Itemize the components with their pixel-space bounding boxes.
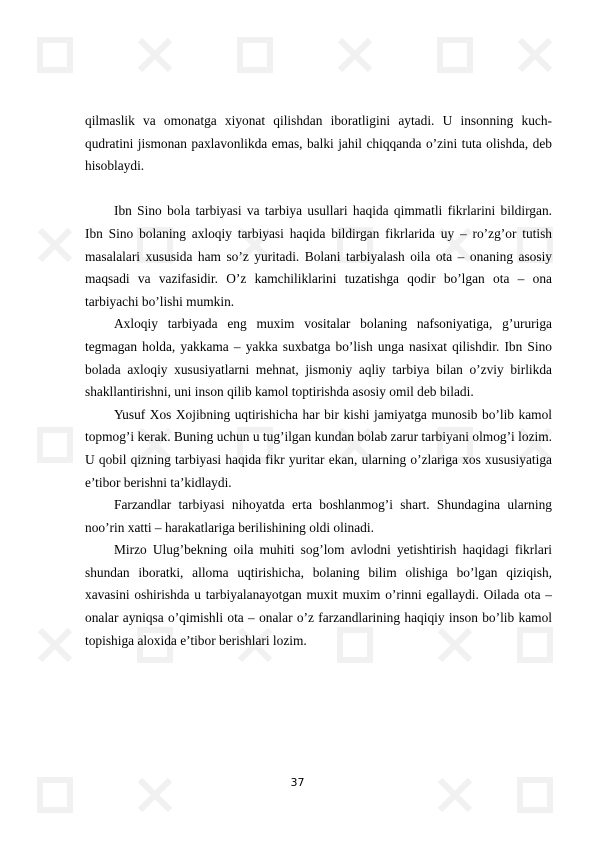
paragraph: Farzandlar tarbiyasi nihoyatda erta boshlanmog’i shart. Shundagina ularning noo’rin xatti – harakatlariga berilishining oldi olinadi. [85,497,552,535]
body-text [85,110,552,652]
paragraph: Mirzo Ulug’bekning oila muhiti sog’lom avlodni yetishtirish haqidagi fikrlari shundan iboratki, alloma uqtirishicha, bolaning bilim olishiga bo’lgan qiziqish, xavasini oshirishda u tarbiyalanayotgan muxit muxim o’rinni egallaydi. Oilada ota – onalar ayniqsa o’qimishli ota – onalar o’z farzandlarining haqiqiy inson bo’lib kamol topishiga aloxida e’tibor berishlari lozim. [85,542,552,648]
page-number: 37 [290,776,305,789]
paragraph: qilmaslik va omonatga xiyonat qilishdan iboratligini aytadi. U insonning kuch-qudratini jismonan paxlavonlikda emas, balki jahil chiqqanda o’zini tuta olishda, deb hisoblaydi. [85,113,552,174]
paragraph: Yusuf Xos Xojibning uqtirishicha har bir kishi jamiyatga munosib bo’lib kamol topmog’i kerak. Buning uchun u tug’ilgan kundan bolab zarur tarbiyani olmog’i lozim. U qobil qizning tarbiyasi haqida fikr yuritar ekan, ularning o’zlariga xos xususiyatiga e’tibor berishni ta’kidlaydi. [85,406,552,490]
paragraph: Axloqiy tarbiyada eng muxim vositalar bolaning nafsoniyatiga, g’ururiga tegmagan holda, yakkama – yakka suxbatga bo’lish unga nasixat qilishdir. Ibn Sino bolada axloqiy xususiyatlarni mehnat, jismoniy aqliy tarbiya bilan o’zviy birlikda shakllantirishni, uni inson qilib kamol toptirishda asosiy omil deb biladi. [85,316,552,400]
paragraph: Ibn Sino bola tarbiyasi va tarbiya usullari haqida qimmatli fikrlarini bildirgan. Ibn Sino bolaning axloqiy tarbiyasi haqida bildirgan fikrlarida uy – ro’zg’or tutish masalalari xususida ham so’z yuritadi. Bolani tarbiyalash oila ota – onaning asosiy maqsadi va vazifasidir. O’z kamchiliklarini tuzatishga qodir bo’lgan ota – ona tarbiyachi bo’lishi mumkin. [85,203,552,309]
